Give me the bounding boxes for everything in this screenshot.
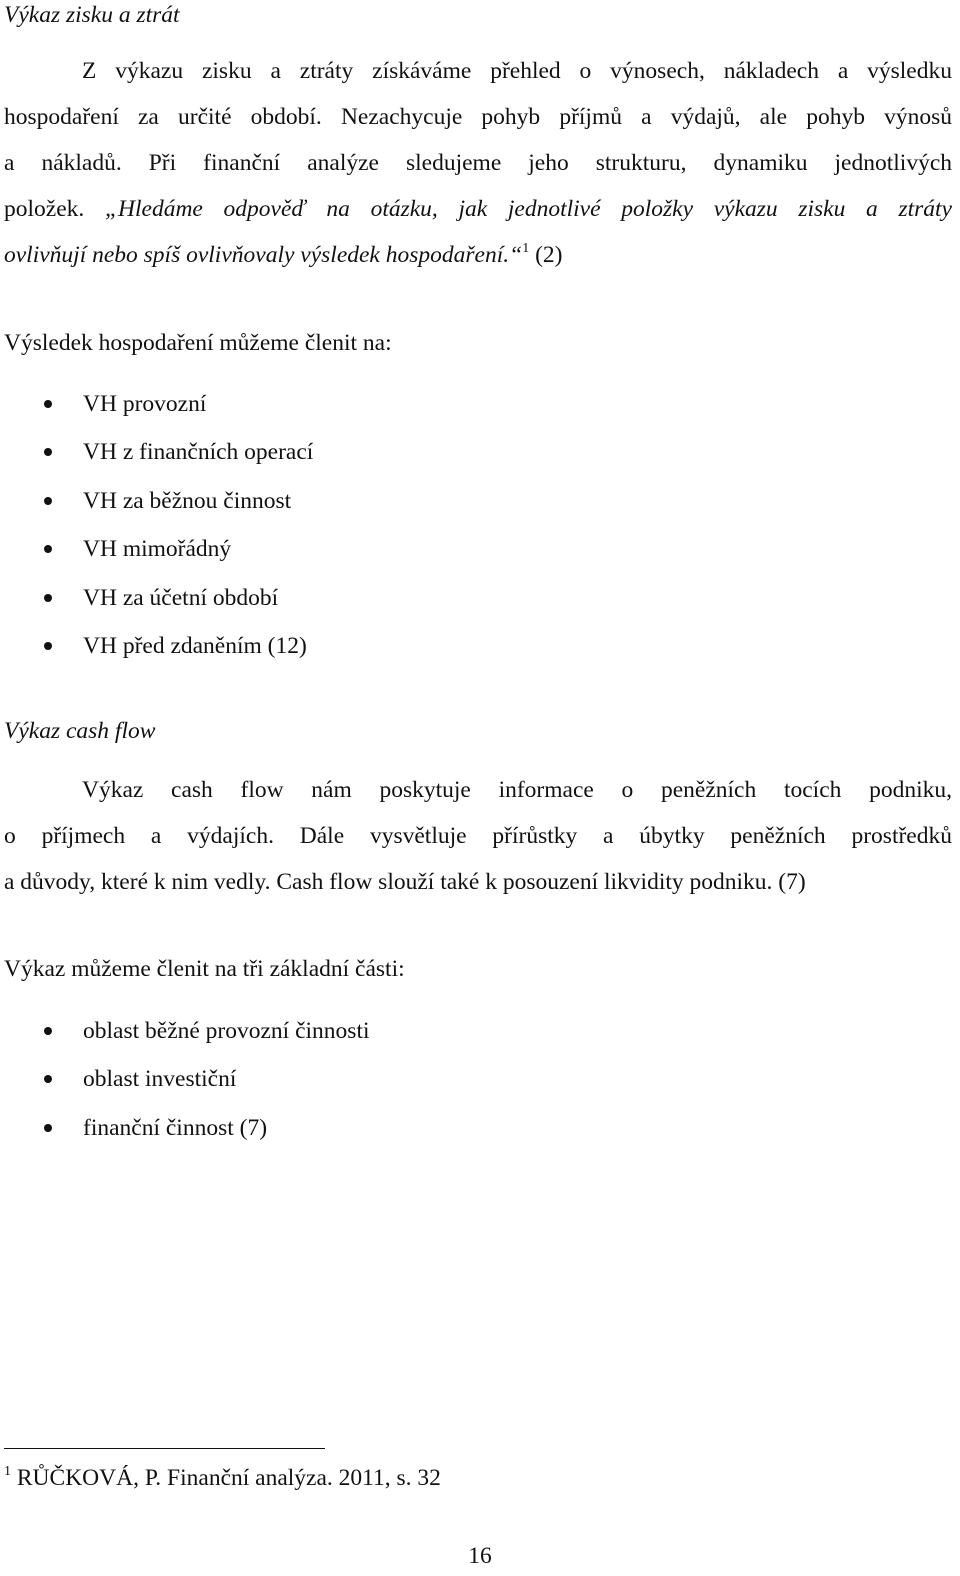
- paragraph-line: Z výkazu zisku a ztráty získáváme přehled o výnosech, nákladech a výsledku: [82, 58, 952, 84]
- citation: (2): [529, 242, 563, 268]
- heading-cash-flow: Výkaz cash flow: [4, 718, 156, 744]
- paragraph-text: položek.: [4, 196, 105, 222]
- cf-intro-text: Výkaz můžeme členit na tři základní části:: [4, 956, 405, 982]
- list-item: [0, 574, 313, 622]
- bullet-icon: [44, 545, 52, 553]
- list-item-label: VH provozní: [83, 391, 207, 417]
- bullet-icon: [44, 642, 52, 650]
- paragraph-line: [4, 232, 952, 278]
- list-item: [0, 477, 313, 525]
- list-item-label: VH mimořádný: [83, 536, 232, 563]
- paragraph-line: Výkaz cash flow nám poskytuje informace o peněžních tocích podniku,: [82, 777, 952, 803]
- footnote-text: RŮČKOVÁ, P. Finanční analýza. 2011, s. 32: [11, 1465, 441, 1491]
- cf-list: [0, 1007, 370, 1152]
- bullet-icon: [44, 497, 52, 505]
- list-item-label: finanční činnost (7): [83, 1114, 268, 1141]
- list-item: [0, 622, 313, 670]
- list-item-label: VH z finančních operací: [83, 439, 314, 466]
- paragraph-line: a důvody, které k nim vedly. Cash flow slouží také k posouzení likvidity podniku. (7): [4, 869, 806, 895]
- bullet-icon: [44, 1075, 52, 1083]
- quote-text: ovlivňují nebo spíš ovlivňovaly výsledek hospodaření.“: [4, 242, 523, 268]
- list-item: [0, 428, 313, 476]
- footnote-reference[interactable]: 1: [522, 241, 530, 256]
- list-item-label: VH před zdaněním (12): [83, 632, 307, 659]
- paragraph-line: a nákladů. Při finanční analýze sledujeme jeho strukturu, dynamiku jednotlivých: [4, 150, 952, 176]
- vh-list: [0, 380, 313, 670]
- cash-flow-paragraph: [4, 767, 952, 905]
- list-item-label: VH za účetní období: [83, 584, 279, 611]
- list-item: [0, 525, 313, 573]
- bullet-icon: [44, 594, 52, 602]
- list-item: [0, 380, 313, 428]
- footnote: [4, 1462, 441, 1494]
- list-item: [0, 1104, 370, 1152]
- page-number: 16: [468, 1543, 492, 1569]
- bullet-icon: [44, 1027, 52, 1035]
- paragraph-line: hospodaření za určité období. Nezachycuje pohyb příjmů a výdajů, ale pohyb výnosů: [4, 104, 952, 130]
- heading-income-statement: Výkaz zisku a ztrát: [4, 2, 180, 28]
- footnote-marker: 1: [4, 1464, 11, 1479]
- list-item: [0, 1007, 370, 1055]
- footnote-separator: [4, 1448, 325, 1449]
- paragraph-line: [4, 186, 952, 232]
- vh-intro-text: Výsledek hospodaření můžeme členit na:: [4, 330, 392, 356]
- bullet-icon: [44, 400, 52, 408]
- list-item-label: oblast běžné provozní činnosti: [83, 1018, 370, 1044]
- bullet-icon: [44, 448, 52, 456]
- list-item-label: oblast investiční: [83, 1066, 237, 1093]
- paragraph-line: o příjmech a výdajích. Dále vysvětluje přírůstky a úbytky peněžních prostředků: [4, 823, 952, 849]
- list-item-label: VH za běžnou činnost: [83, 487, 292, 514]
- income-statement-paragraph: [4, 48, 952, 278]
- quote-text: „Hledáme odpověď na otázku, jak jednotlivé položky výkazu zisku a ztráty: [104, 196, 952, 222]
- bullet-icon: [44, 1124, 52, 1132]
- list-item: [0, 1055, 370, 1103]
